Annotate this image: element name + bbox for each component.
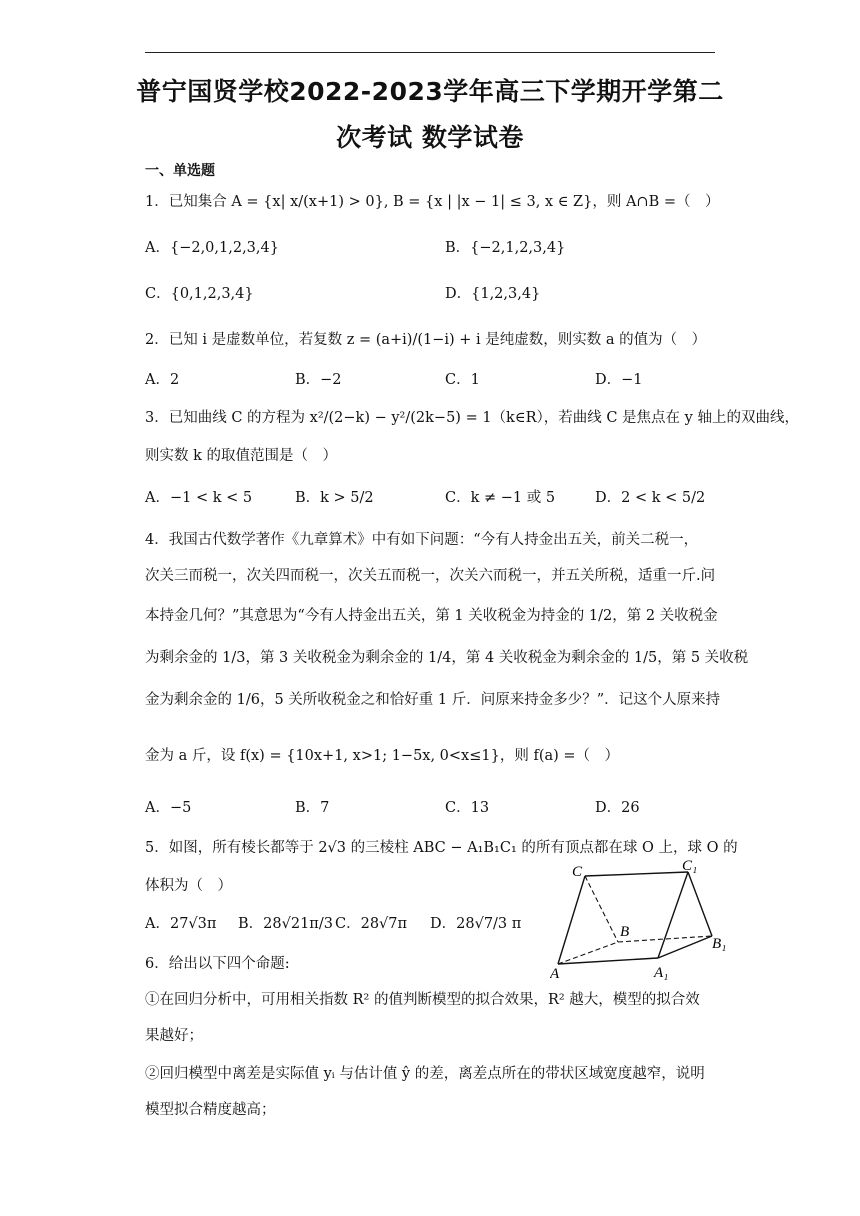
question-3-line1: 3．已知曲线 C 的方程为 x²/(2−k) − y²/(2k−5) = 1（k∈R），若曲线 C 是焦点在 y 轴上的双曲线，: [145, 410, 799, 426]
exam-title-line1: 普宁国贤学校2022-2023学年高三下学期开学第二: [136, 77, 724, 106]
label-a1: A₁: [654, 965, 669, 981]
edge-ca: [558, 876, 585, 964]
question-6-line2: ①在回归分析中，可用相关指数 R² 的值判断模型的拟合效果，R² 越大，模型的拟合效: [145, 992, 700, 1008]
question-2: 2．已知 i 是虚数单位，若复数 z = (a+i)/(1−i) + i 是纯虚数，则实数 a 的值为（ ）: [145, 332, 707, 348]
label-a: A: [550, 966, 560, 982]
q2-option-b: B．−2: [295, 372, 342, 388]
question-6-line1: 6．给出以下四个命题:: [145, 956, 290, 972]
label-c: C: [572, 864, 583, 880]
q3-option-b: B．k > 5/2: [295, 490, 374, 506]
question-4-line2: 次关三而税一，次关四而税一，次关五而税一，次关六而税一，并五关所税，适重一斤.问: [145, 568, 716, 584]
q2-option-d: D．−1: [595, 372, 643, 388]
question-1: 1．已知集合 A = {x| x/(x+1) > 0}, B = {x | |x − 1| ≤ 3, x ∈ Z}，则 A∩B =（ ）: [145, 194, 720, 210]
question-6-line5: 模型拟合精度越高；: [145, 1102, 276, 1118]
edge-cc1: [585, 872, 688, 876]
label-b: B: [620, 924, 630, 940]
exam-title-line2: 次考试 数学试卷: [336, 123, 524, 152]
question-4-line6: 金为 a 斤，设 f(x) = {10x+1, x>1; 1−5x, 0<x≤1}，则 f(a) =（ ）: [145, 748, 620, 764]
question-5-line1: 5．如图，所有棱长都等于 2√3 的三棱柱 ABC − A₁B₁C₁ 的所有顶点都在球 O 上，球 O 的: [145, 840, 738, 856]
q1-option-c: C．{0,1,2,3,4}: [145, 286, 254, 302]
q4-option-d: D．26: [595, 800, 640, 816]
q4-option-c: C．13: [445, 800, 490, 816]
q2-option-a: A．2: [145, 372, 180, 388]
q1-option-b: B．{−2,1,2,3,4}: [445, 240, 566, 256]
question-4-line3: 本持金几何？”其意思为“今有人持金出五关，第 1 关收税金为持金的 1/2，第 2 关收税金: [145, 608, 718, 624]
q4-option-b: B．7: [295, 800, 330, 816]
q5-option-d: D．28√7/3 π: [430, 916, 522, 932]
q2-option-c: C．1: [445, 372, 480, 388]
q1-option-d: D．{1,2,3,4}: [445, 286, 541, 302]
q3-option-c: C．k ≠ −1 或 5: [445, 490, 556, 506]
q1-option-a: A．{−2,0,1,2,3,4}: [145, 240, 279, 256]
edge-cb: [585, 876, 618, 942]
question-6-line3: 果越好；: [145, 1028, 203, 1044]
edge-c1b1: [688, 872, 712, 936]
question-6-line4: ②回归模型中离差是实际值 yᵢ 与估计值 ŷ 的差，离差点所在的带状区域宽度越窄，说明: [145, 1066, 705, 1082]
label-b1: B₁: [712, 936, 727, 952]
q3-option-a: A．−1 < k < 5: [145, 490, 253, 506]
section-heading: 一、单选题: [145, 163, 215, 179]
prism-figure: [550, 858, 735, 983]
question-4-line1: 4．我国古代数学著作《九章算术》中有如下问题：“今有人持金出五关，前关二税一，: [145, 532, 699, 548]
q3-option-d: D．2 < k < 5/2: [595, 490, 706, 506]
label-c1: C₁: [682, 858, 698, 874]
top-rule: [145, 52, 715, 53]
q4-option-a: A．−5: [145, 800, 192, 816]
question-4-line5: 金为剩余金的 1/6，5 关所收税金之和恰好重 1 斤．问原来持金多少？”．记这个人原来持: [145, 692, 721, 708]
q5-option-c: C．28√7π: [335, 916, 408, 932]
q5-option-b: B．28√21π/3: [238, 916, 333, 932]
edge-aa1: [558, 958, 658, 964]
question-4-line4: 为剩余金的 1/3，第 3 关收税金为剩余金的 1/4，第 4 关收税金为剩余金的 1/5，第 5 关收税: [145, 650, 749, 666]
q5-option-a: A．27√3π: [145, 916, 217, 932]
question-3-line2: 则实数 k 的取值范围是（ ）: [145, 448, 338, 464]
edge-c1a1: [658, 872, 688, 958]
question-5-line2: 体积为（ ）: [145, 878, 232, 894]
